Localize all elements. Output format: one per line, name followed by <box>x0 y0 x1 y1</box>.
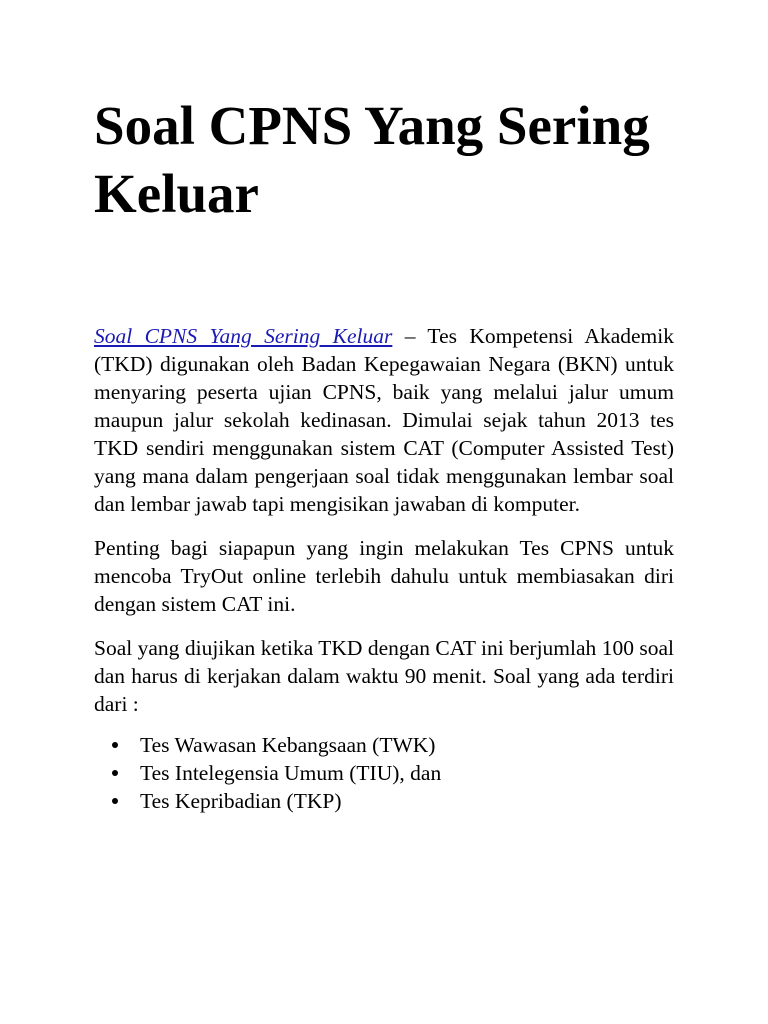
test-info-paragraph: Soal yang diujikan ketika TKD dengan CAT ini berjumlah 100 soal dan harus di kerjakan dalam waktu 90 menit. Soal yang ada terdiri dari : <box>94 636 674 716</box>
bullet-icon <box>112 770 118 776</box>
list-item <box>94 759 674 787</box>
intro-paragraph <box>94 322 674 518</box>
test-type-list <box>94 731 674 815</box>
list-item-text: Tes Intelegensia Umum (TIU), dan <box>140 761 442 785</box>
document-page <box>94 92 674 815</box>
page-title: Soal CPNS Yang Sering Keluar <box>94 95 650 224</box>
list-item-text: Tes Kepribadian (TKP) <box>140 789 342 813</box>
list-item <box>94 787 674 815</box>
title-link[interactable]: Soal CPNS Yang Sering Keluar <box>94 324 393 348</box>
intro-text: – Tes Kompetensi Akademik (TKD) digunakan oleh Badan Kepegawaian Negara (BKN) untuk menyaring peserta ujian CPNS, baik yang melalui jalur umum maupun jalur sekolah kedinasan. Dimulai sejak tahun 2013 tes TKD sendiri menggunakan sistem CAT (Computer Assisted Test) yang mana dalam pengerjaan soal tidak menggunakan lembar soal dan lembar jawab tapi mengisikan jawaban di komputer. <box>94 324 674 516</box>
list-item <box>94 731 674 759</box>
bullet-icon <box>112 798 118 804</box>
bullet-icon <box>112 742 118 748</box>
list-item-text: Tes Wawasan Kebangsaan (TWK) <box>140 733 436 757</box>
tryout-paragraph: Penting bagi siapapun yang ingin melakukan Tes CPNS untuk mencoba TryOut online terlebih dahulu untuk membiasakan diri dengan sistem CAT ini. <box>94 536 674 616</box>
